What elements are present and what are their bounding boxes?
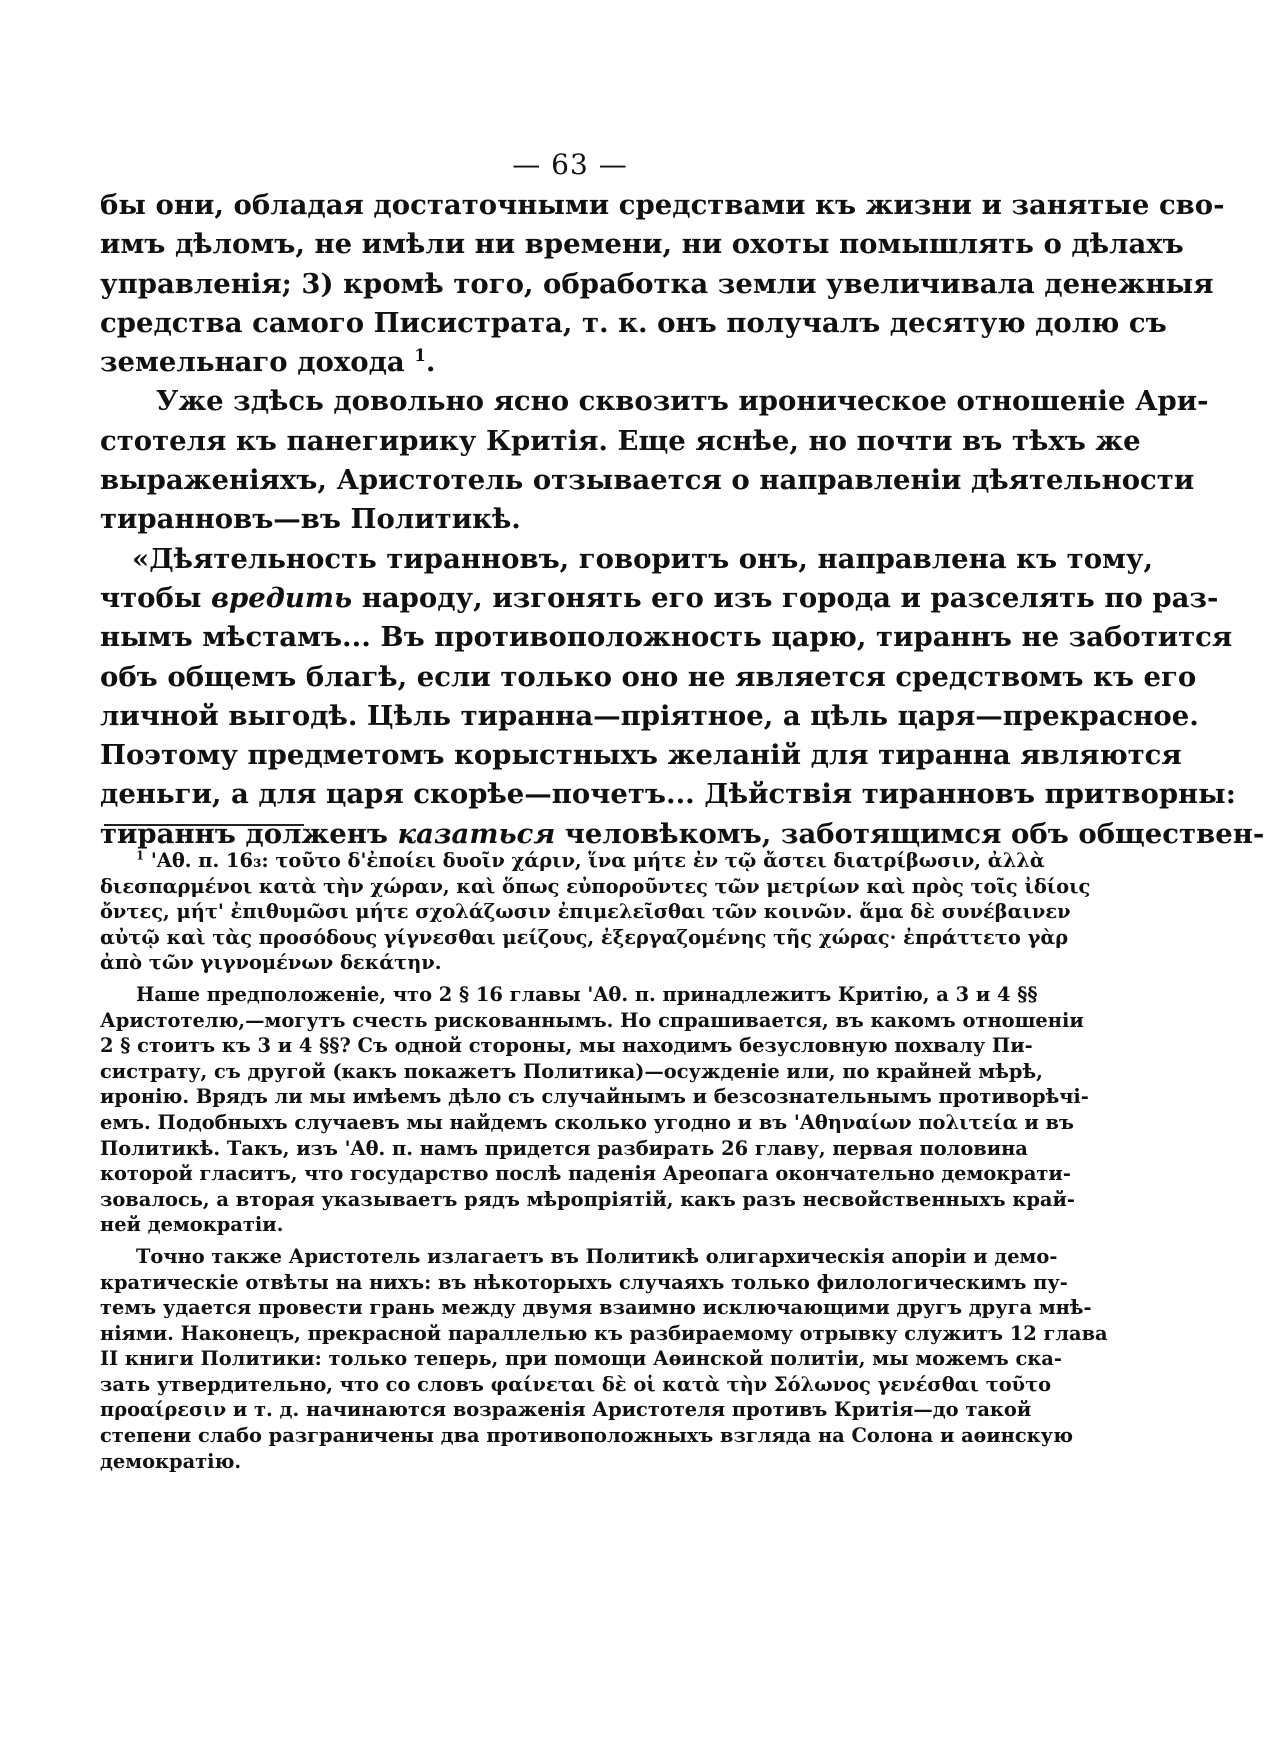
footnote-line: ней демократіи. bbox=[100, 1213, 284, 1237]
text-line bbox=[100, 343, 968, 382]
footnote-line: προαίρεσιν и т. д. начинаются возраженія Аристотеля противъ Критія—до такой bbox=[100, 1398, 1032, 1422]
footnote-marker: 1 bbox=[136, 848, 145, 863]
page-number: — 63 — bbox=[512, 148, 628, 181]
footnote-line: Политикѣ. Такъ, изъ 'Αθ. π. намъ придется разбирать 26 главу, первая половина bbox=[100, 1136, 1028, 1160]
text-line: управленія; 3) кромѣ того, обработка земли увеличивала денежныя bbox=[100, 267, 1214, 300]
footnote-line: иронію. Врядъ ли мы имѣемъ дѣло съ случайнымъ и безсознательнымъ противорѣчі- bbox=[100, 1085, 1089, 1109]
text-line: имъ дѣломъ, не имѣли ни времени, ни охоты помышлять о дѣлахъ bbox=[100, 228, 1184, 261]
text-segment: 'Αθ. π. 16₃: τοῦτο δ'ἐποίει δυοῖν χάριν, ἵνα μήτε ἐν τῷ ἄστει διατρίβωσιν, ἀλλὰ bbox=[150, 849, 1045, 872]
text-line: средства самого Писистрата, т. к. онъ получалъ десятую долю съ bbox=[100, 306, 1167, 339]
text-line: нымъ мѣстамъ... Въ противоположность царю, тираннъ не заботится bbox=[100, 621, 1233, 654]
text-segment: земельнаго дохода bbox=[100, 346, 405, 379]
text-line: стотеля къ панегирику Критія. Еще яснѣе, но почти въ тѣхъ же bbox=[100, 424, 1141, 457]
paragraph-2 bbox=[100, 382, 1209, 539]
text-segment: тираннъ долженъ bbox=[100, 817, 398, 850]
text-line: «Дѣятельность тиранновъ, говоритъ онъ, направлена къ тому, bbox=[132, 542, 1154, 575]
footnote-line bbox=[100, 848, 1045, 874]
text-line: тиранновъ—въ Политикѣ. bbox=[100, 503, 521, 536]
footnote-line: систрату, съ другой (какъ покажетъ Политика)—осужденіе или, по крайней мѣрѣ, bbox=[100, 1059, 1043, 1083]
text-line: Поэтому предметомъ корыстныхъ желаній для тиранна являются bbox=[100, 739, 1182, 772]
footnote-line: емъ. Подобныхъ случаевъ мы найдемъ сколько угодно и въ 'Αθηναίων πολιτεία и въ bbox=[100, 1110, 1074, 1134]
footnote-ref: 1 bbox=[414, 346, 426, 366]
text-line: бы они, обладая достаточными средствами къ жизни и занятые сво- bbox=[100, 189, 1225, 221]
footnote-line: зовалось, а вторая указываетъ рядъ мѣропріятій, какъ разъ несвойственныхъ край- bbox=[100, 1187, 1075, 1211]
footnotes bbox=[100, 848, 1108, 1474]
text-line bbox=[100, 579, 1219, 618]
main-text bbox=[100, 186, 1264, 854]
footnote-1 bbox=[100, 848, 1091, 976]
footnote-line: зать утвердительно, что со словъ φαίνεται δὲ οἱ κατὰ τὴν Σόλωνος γενέσθαι τοῦτο bbox=[100, 1372, 1052, 1396]
footnote-line: ὄντες, μήτ' ἐπιθυμῶσι μήτε σχολάζωσιν ἐπιμελεῖσθαι τῶν κοινῶν. ἅμα δὲ συνέβαινεν bbox=[100, 900, 1071, 924]
footnote-line: II книги Политики: только теперь, при помощи Аѳинской политіи, мы можемъ ска- bbox=[100, 1347, 1062, 1371]
paragraph-1 bbox=[100, 186, 1225, 382]
text-segment: . bbox=[425, 346, 436, 379]
text-segment: чтобы bbox=[100, 581, 211, 614]
text-line: выраженіяхъ, Аристотель отзывается о направленіи дѣятельности bbox=[100, 464, 1195, 497]
footnote-line: демократію. bbox=[100, 1449, 242, 1473]
footnote-line: темъ удается провести грань между двумя взаимно исключающими другъ друга мнѣ- bbox=[100, 1296, 1092, 1320]
footnote-line: διεσπαρμένοι κατὰ τὴν χώραν, καὶ ὅπως εὐποροῦντες τῶν μετρίων καὶ πρὸς τοῖς ἰδίοις bbox=[100, 874, 1091, 898]
text-line: личной выгодѣ. Цѣль тиранна—пріятное, а цѣль царя—прекрасное. bbox=[100, 699, 1199, 732]
footnote-line: ніями. Наконецъ, прекрасной параллелью къ разбираемому отрывку служитъ 12 глава bbox=[100, 1321, 1108, 1345]
emphasis: казаться bbox=[397, 817, 556, 850]
text-line: объ общемъ благѣ, если только оно не является средствомъ къ его bbox=[100, 660, 1197, 693]
footnote-line: Наше предположеніе, что 2 § 16 главы 'Αθ. π. принадлежитъ Критію, а 3 и 4 §§ bbox=[136, 982, 1038, 1006]
quote-paragraph bbox=[100, 540, 1264, 854]
footnote-line: кратическіе отвѣты на нихъ: въ нѣкоторыхъ случаяхъ только филологическимъ пу- bbox=[100, 1270, 1068, 1294]
footnote-line: ἀπὸ τῶν γιγνομένων δεκάτην. bbox=[100, 951, 442, 975]
text-line: деньги, а для царя скорѣе—почетъ... Дѣйствія тиранновъ притворны: bbox=[100, 778, 1236, 811]
footnote-2 bbox=[100, 982, 1089, 1238]
footnote-line: Точно также Аристотель излагаетъ въ Политикѣ олигархическія апоріи и демо- bbox=[136, 1244, 1058, 1268]
footnote-divider bbox=[104, 824, 304, 826]
footnote-line: которой гласитъ, что государство послѣ паденія Ареопага окончательно демократи- bbox=[100, 1162, 1071, 1186]
text-segment: народу, изгонять его изъ города и разселять по раз- bbox=[352, 581, 1219, 614]
text-segment: человѣкомъ, заботящимся объ обществен- bbox=[555, 817, 1264, 850]
footnote-line: степени слабо разграничены два противоположныхъ взгляда на Солона и аѳинскую bbox=[100, 1424, 1073, 1448]
emphasis: вредить bbox=[211, 581, 353, 614]
footnote-line: Аристотелю,—могутъ счесть рискованнымъ. Но спрашивается, въ какомъ отношеніи bbox=[100, 1008, 1084, 1032]
footnote-line: 2 § стоитъ къ 3 и 4 §§? Съ одной стороны, мы находимъ безусловную похвалу Пи- bbox=[100, 1034, 1033, 1058]
footnote-line: αὐτῷ καὶ τὰς προσόδους γίγνεσθαι μείζους, ἐξεργαζομένης τῆς χώρας· ἐπράττετο γὰρ bbox=[100, 925, 1069, 949]
footnote-3 bbox=[100, 1244, 1108, 1474]
text-line: Уже здѣсь довольно ясно сквозитъ ироническое отношеніе Ари- bbox=[156, 385, 1209, 418]
